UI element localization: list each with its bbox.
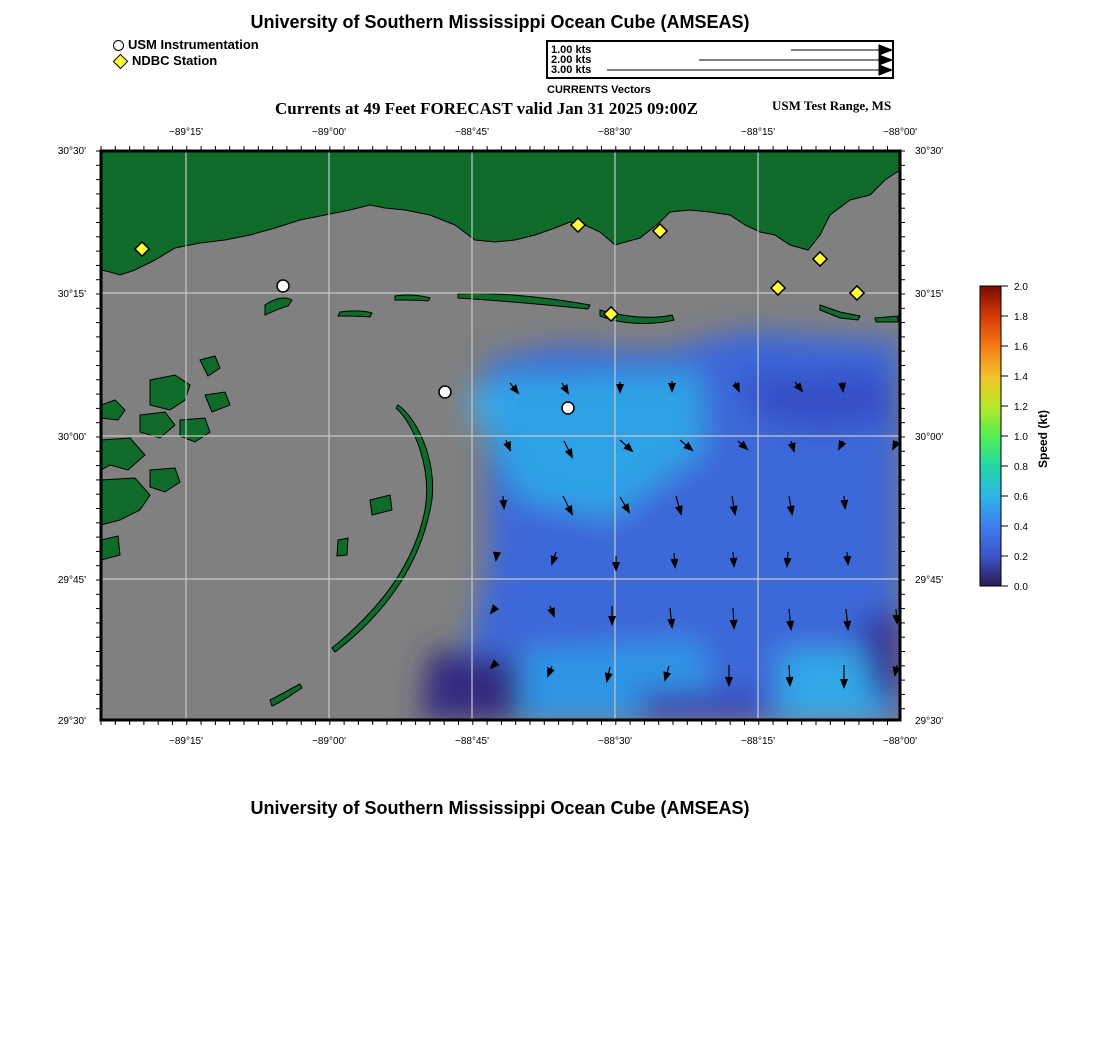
lon-label: −88°45' [455,127,489,138]
lon-label: −89°15' [169,127,203,138]
lon-label: −88°15' [741,736,775,747]
figure-title-bottom: University of Southern Mississippi Ocean Cube (AMSEAS) [250,798,750,818]
colorbar-label: 1.8 [1014,312,1028,323]
colorbar-ticks [1001,286,1008,586]
map-subtitle: Currents at 49 Feet FORECAST valid Jan 31 2025 09:00Z [275,99,698,118]
lat-label: 29°30' [57,716,86,727]
colorbar-label: 0.6 [1014,492,1028,503]
colorbar-label: 0.0 [1014,582,1028,593]
legend-ndbc-label: NDBC Station [132,53,218,68]
colorbar-label: 0.2 [1014,552,1028,563]
usm-station-marker[interactable] [277,280,289,292]
lat-label: 30°00' [915,432,944,443]
lat-labels-right [915,146,943,727]
lon-label: −88°00' [883,127,917,138]
colorbar-label: 0.4 [1014,522,1028,533]
lat-label: 30°15' [57,289,86,300]
lon-label: −88°15' [741,127,775,138]
colorbar-labels [1014,282,1028,593]
lon-label: −88°30' [598,127,632,138]
speed-field [420,330,900,720]
colorbar-label: 2.0 [1014,282,1028,293]
region-label: USM Test Range, MS [772,98,892,113]
vector-scale-label-1: 1.00 kts [551,44,592,56]
lon-label: −88°45' [455,736,489,747]
colorbar [980,286,1001,586]
lat-label: 30°15' [915,289,944,300]
lat-label: 30°30' [57,146,86,157]
colorbar-label: 1.4 [1014,372,1028,383]
lon-labels-top [169,127,917,138]
colorbar-label: 1.2 [1014,402,1028,413]
colorbar-label: 1.6 [1014,342,1028,353]
lon-label: −89°00' [312,127,346,138]
lat-label: 29°45' [915,575,944,586]
lat-label: 29°45' [57,575,86,586]
colorbar-label: 1.0 [1014,432,1028,443]
figure-title-top: University of Southern Mississippi Ocean Cube (AMSEAS) [250,12,750,32]
lon-labels-bottom [169,736,917,747]
usm-station-marker[interactable] [439,386,451,398]
marsh-12 [337,538,348,556]
lat-labels-left [58,146,86,727]
vector-scale-caption: CURRENTS Vectors [547,84,651,96]
lon-label: −89°00' [312,736,346,747]
lat-label: 29°30' [915,716,944,727]
usm-station-marker[interactable] [562,402,574,414]
lon-label: −88°00' [883,736,917,747]
lon-label: −88°30' [598,736,632,747]
colorbar-title: Speed (kt) [1036,409,1050,468]
legend-usm-label: USM Instrumentation [128,37,259,52]
vector-scale-label-2: 2.00 kts [551,54,592,66]
lon-label: −89°15' [169,736,203,747]
vector-scale-label-3: 3.00 kts [551,64,592,76]
lat-label: 30°00' [57,432,86,443]
lat-label: 30°30' [915,146,944,157]
colorbar-label: 0.8 [1014,462,1028,473]
horn-island [338,311,372,317]
